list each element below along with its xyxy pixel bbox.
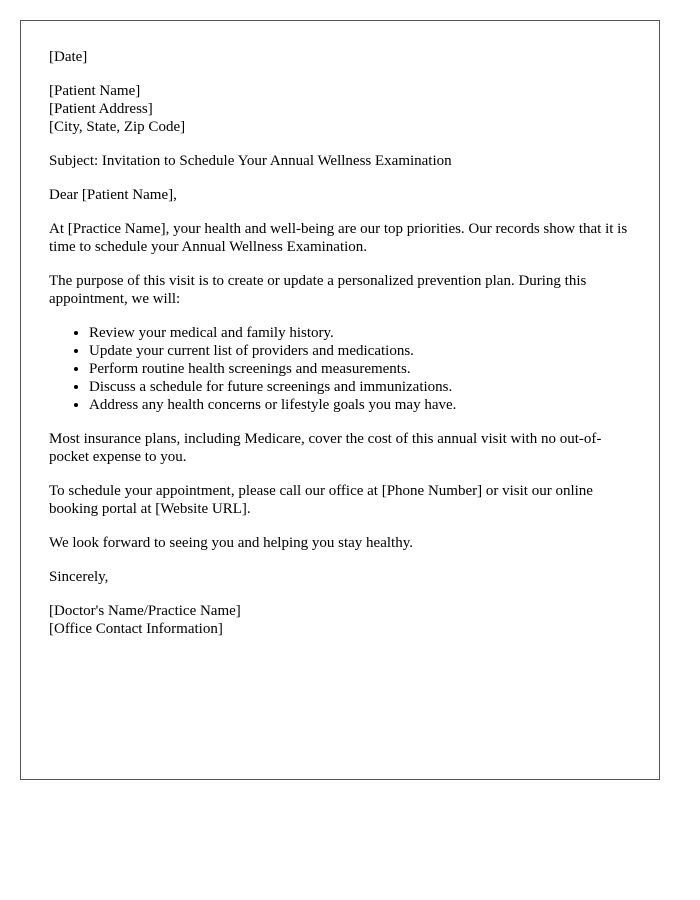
list-item: • Address any health concerns or lifestyle goals you may have.	[89, 396, 631, 414]
recipient-name: [Patient Name]	[49, 83, 141, 99]
recipient-address: [Patient Address]	[49, 101, 153, 117]
purpose-paragraph: The purpose of this visit is to create or update a personalized prevention plan. During this appointment, we will:	[49, 273, 587, 307]
signature-name: [Doctor's Name/Practice Name]	[49, 603, 241, 619]
insurance-paragraph: Most insurance plans, including Medicare, cover the cost of this annual visit with no out-of-pocket expense to you.	[49, 431, 602, 465]
salutation: Dear [Patient Name],	[49, 187, 177, 203]
date-line: [Date]	[49, 49, 88, 65]
list-item: • Update your current list of providers and medications.	[89, 342, 631, 360]
list-item: • Discuss a schedule for future screenings and immunizations.	[89, 378, 631, 396]
intro-paragraph: At [Practice Name], your health and well-being are our top priorities. Our records show that it is time to schedule your Annual Wellness Examination.	[49, 221, 628, 255]
signature-block	[49, 602, 631, 638]
list-item: • Perform routine health screenings and measurements.	[89, 360, 631, 378]
closing-paragraph: We look forward to seeing you and helping you stay healthy.	[49, 535, 413, 551]
recipient-city-state-zip: [City, State, Zip Code]	[49, 119, 186, 135]
activities-list	[49, 324, 631, 414]
scheduling-paragraph: To schedule your appointment, please call our office at [Phone Number] or visit our online booking portal at [Website URL].	[49, 483, 593, 517]
signature-contact: [Office Contact Information]	[49, 621, 223, 637]
list-item: • Review your medical and family history.	[89, 324, 631, 342]
valediction: Sincerely,	[49, 569, 109, 585]
letter-page	[20, 20, 660, 780]
subject-line: Subject: Invitation to Schedule Your Annual Wellness Examination	[49, 153, 452, 169]
recipient-address-block	[49, 82, 631, 136]
